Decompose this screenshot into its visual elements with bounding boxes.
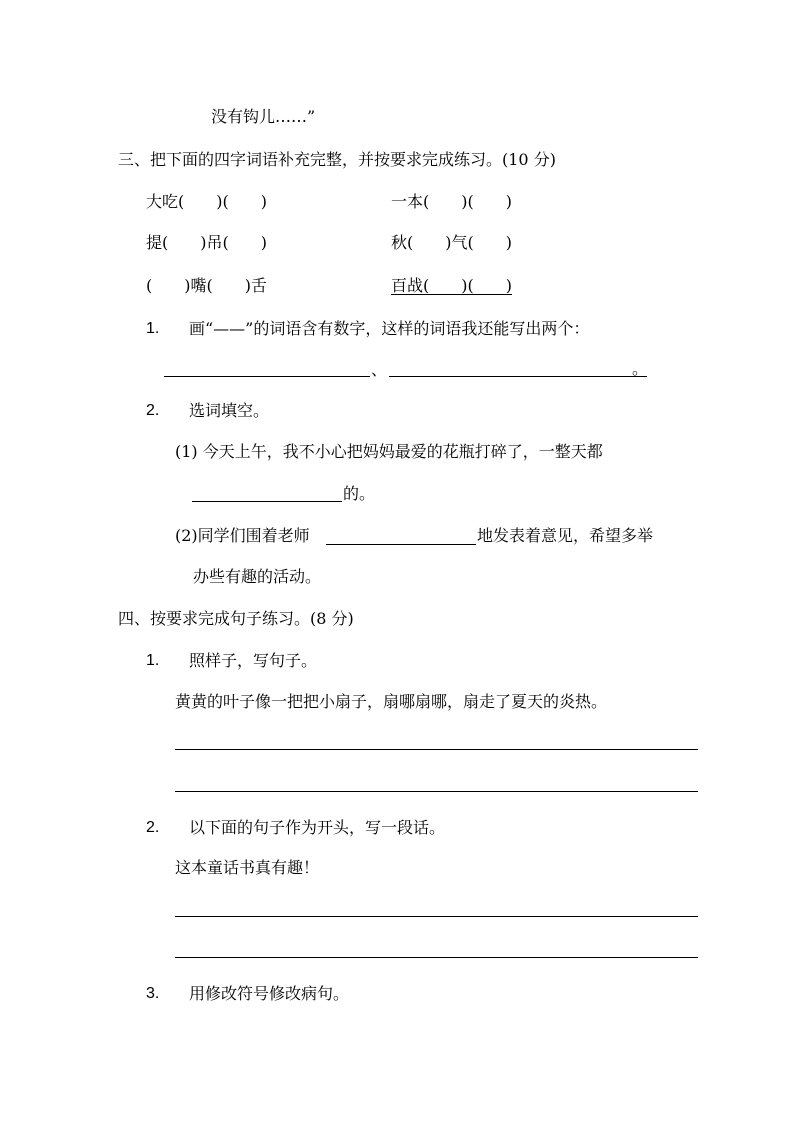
answer-line[interactable]: [175, 957, 698, 958]
question-number: 1.: [146, 320, 160, 337]
answer-blank[interactable]: [326, 544, 476, 545]
answer-line[interactable]: [175, 749, 698, 750]
sub-question-text: 办些有趣的活动。: [193, 567, 322, 586]
idiom-item: 一本( )( ): [391, 192, 512, 211]
question-text: 用修改符号修改病句。: [189, 984, 350, 1003]
sub-question-text: (2)同学们围着老师: [175, 526, 310, 545]
question-text: 照样子，写句子。: [189, 651, 318, 670]
section4-heading: 四、按要求完成句子练习。(8 分): [118, 609, 354, 628]
idiom-item: 大吃( )( ): [146, 192, 267, 211]
example-sentence: 黄黄的叶子像一把把小扇子，扇哪扇哪，扇走了夏天的炎热。: [175, 692, 608, 711]
answer-blank[interactable]: [192, 501, 342, 502]
sub-question-text: 的。: [343, 484, 376, 503]
question-number: 3.: [146, 985, 160, 1002]
answer-blank[interactable]: [389, 376, 647, 377]
section3-heading: 三、把下面的四字词语补充完整，并按要求完成练习。(10 分): [118, 150, 556, 169]
answer-line[interactable]: [175, 916, 698, 917]
question-number: 2.: [146, 819, 160, 836]
idiom-item: 秋( )气( ): [391, 233, 512, 252]
question-text: 以下面的句子作为开头，写一段话。: [189, 818, 446, 837]
idiom-item: 提( )吊( ): [146, 233, 267, 252]
continuation-text: 没有钩儿……”: [211, 107, 316, 126]
question-text: 选词填空。: [189, 401, 270, 420]
separator-mark: 、: [371, 360, 388, 379]
sub-question-text: (1) 今天上午，我不小心把妈妈最爱的花瓶打碎了，一整天都: [175, 442, 603, 461]
idiom-item: ( )嘴( )舌: [146, 276, 267, 295]
period-mark: 。: [632, 359, 649, 378]
idiom-item-underlined: 百战( )( ): [391, 276, 512, 295]
question-number: 1.: [146, 652, 160, 669]
question-text: 画“——”的词语含有数字，这样的词语我还能写出两个：: [189, 319, 590, 338]
question-number: 2.: [146, 402, 160, 419]
sub-question-text: 地发表着意见，希望多举: [477, 526, 654, 545]
answer-blank[interactable]: [164, 376, 370, 377]
answer-line[interactable]: [175, 791, 698, 792]
prompt-sentence: 这本童话书真有趣！: [175, 858, 320, 877]
